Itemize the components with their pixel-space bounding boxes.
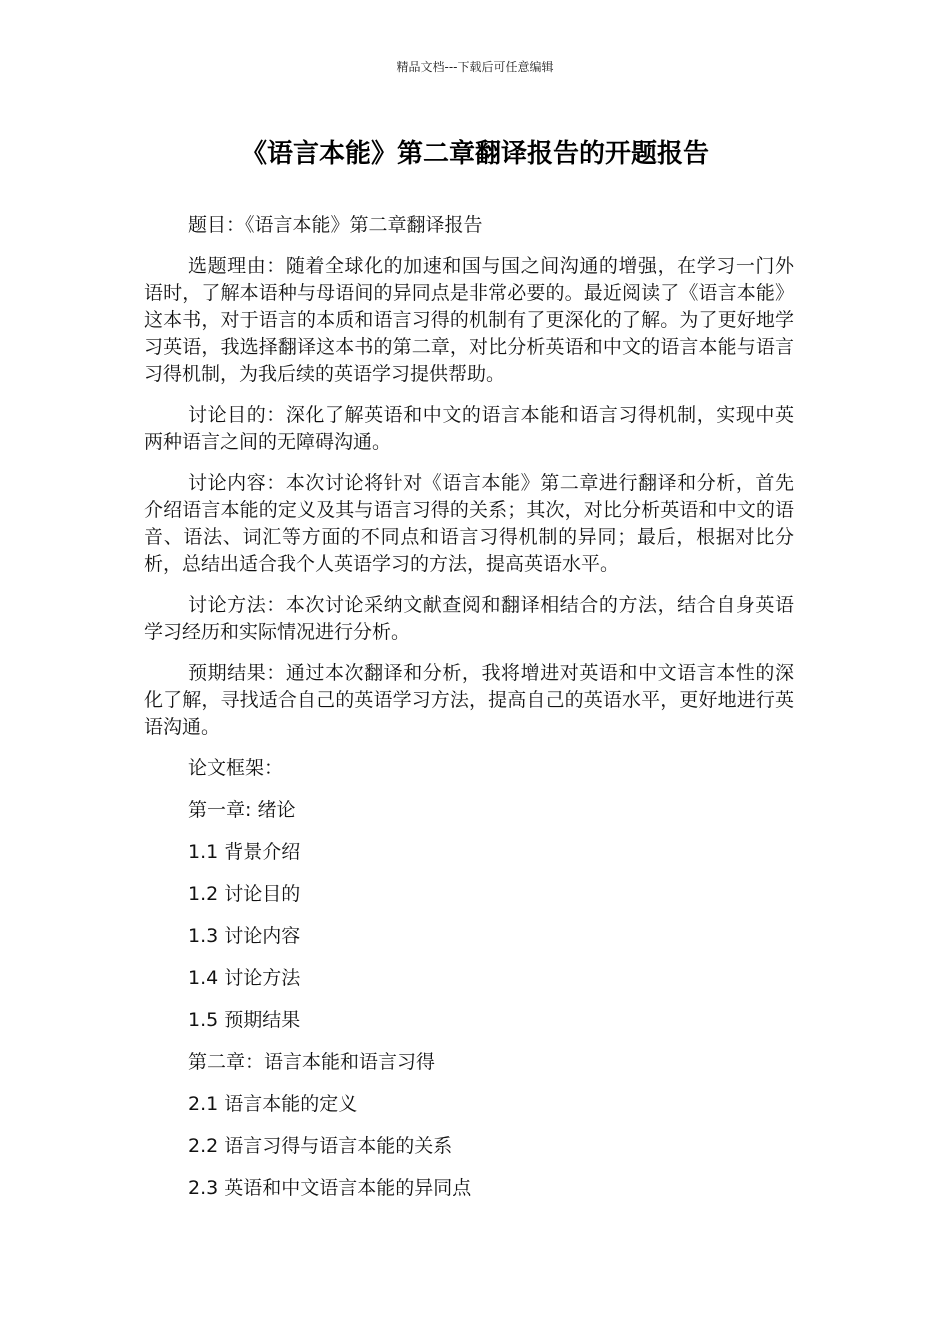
paragraph-topic: 题目：《语言本能》第二章翻译报告: [188, 214, 483, 236]
paragraph-purpose: 讨论目的：深化了解英语和中文的语言本能和语言习得机制，实现中英两种语言之间的无障碍沟通。: [144, 404, 794, 453]
outline-item-2-1: 2.1 语言本能的定义: [188, 1093, 358, 1115]
outline-item-1-5: 1.5 预期结果: [188, 1009, 301, 1031]
paragraph-expected-results: 预期结果：通过本次翻译和分析，我将增进对英语和中文语言本性的深化了解，寻找适合自己的英语学习方法，提高自己的英语水平，更好地进行英语沟通。: [144, 662, 794, 738]
outline-chapter-2: 第二章：语言本能和语言习得: [188, 1051, 436, 1073]
outline-heading: 论文框架：: [188, 757, 284, 779]
paragraph-rationale: 选题理由：随着全球化的加速和国与国之间沟通的增强，在学习一门外语时，了解本语种与母语间的异同点是非常必要的。最近阅读了《语言本能》这本书，对于语言的本质和语言习得的机制有了更深化的了解。为了更好地学习英语，我选择翻译这本书的第二章，对比分析英语和中文的语言本能与语言习得机制，为我后续的英语学习提供帮助。: [144, 255, 794, 385]
outline-item-1-4: 1.4 讨论方法: [188, 967, 301, 989]
document-title: 《语言本能》第二章翻译报告的开题报告: [240, 139, 709, 169]
outline-item-1-3: 1.3 讨论内容: [188, 925, 301, 947]
outline-item-1-2: 1.2 讨论目的: [188, 883, 301, 905]
page-header: 精品文档---下载后可任意编辑: [396, 60, 554, 74]
outline-item-2-2: 2.2 语言习得与语言本能的关系: [188, 1135, 453, 1157]
outline-chapter-1: 第一章: 绪论: [188, 799, 296, 821]
paragraph-method: 讨论方法：本次讨论采纳文献查阅和翻译相结合的方法，结合自身英语学习经历和实际情况进行分析。: [144, 594, 794, 643]
document-body: [144, 212, 794, 1217]
outline-item-2-3: 2.3 英语和中文语言本能的异同点: [188, 1177, 472, 1199]
paragraph-content: 讨论内容：本次讨论将针对《语言本能》第二章进行翻译和分析，首先介绍语言本能的定义及其与语言习得的关系；其次，对比分析英语和中文的语音、语法、词汇等方面的不同点和语言习得机制的异同；最后，根据对比分析，总结出适合我个人英语学习的方法，提高英语水平。: [144, 472, 794, 575]
outline-item-1-1: 1.1 背景介绍: [188, 841, 301, 863]
